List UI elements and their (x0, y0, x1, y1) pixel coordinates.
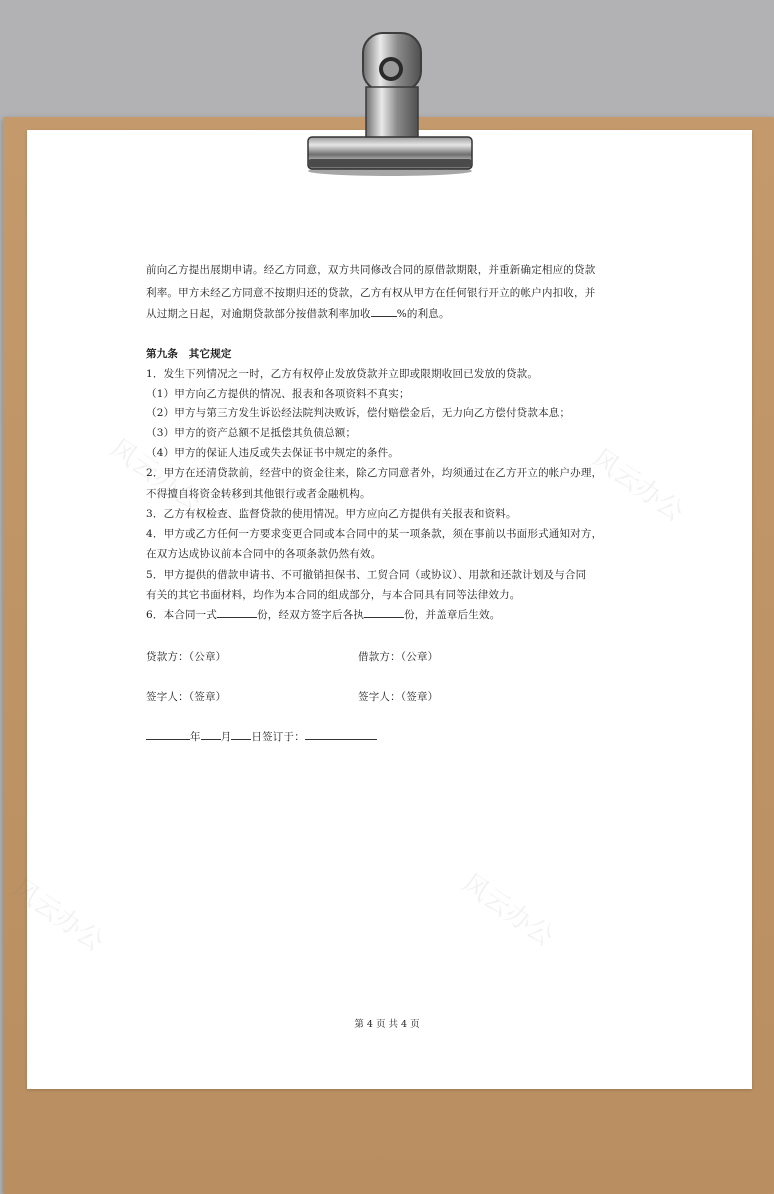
paragraph-line: 前向乙方提出展期申请。经乙方同意，双方共同修改合同的原借款期限，并重新确定相应的贷款 (146, 264, 596, 276)
blank-field (364, 607, 404, 618)
watermark: 风云办公 (6, 873, 109, 958)
clause-line: （1）甲方向乙方提供的情况、报表和各项资料不真实； (146, 388, 410, 400)
blank-field (305, 729, 377, 740)
clause-text: 份，经双方签字后各执 (257, 609, 365, 621)
binder-clip-icon (300, 25, 480, 177)
paragraph-line: 利率。甲方未经乙方同意不按期归还的贷款，乙方有权从甲方在任何银行开立的帐户内扣收，并 (146, 287, 596, 299)
clause-line: 在双方达成协议前本合同中的各项条款仍然有效。 (146, 548, 382, 560)
clause-line: 1．发生下列情况之一时，乙方有权停止发放贷款并立即或限期收回已发放的贷款。 (146, 368, 539, 380)
watermark: 风云办公 (104, 433, 207, 518)
signing-date-line (146, 729, 377, 744)
signer-label-left: 签字人：（签章） (146, 691, 227, 703)
paragraph-text: %的利息。 (396, 308, 450, 320)
clause-line: 2．甲方在还清贷款前，经营中的资金往来，除乙方同意者外，均须通过在乙方开立的帐户办理， (146, 467, 603, 479)
paragraph-text: 从过期之日起，对逾期贷款部分按借款利率加收 (146, 308, 371, 320)
blank-field (371, 306, 397, 317)
blank-field (146, 729, 190, 740)
clause-line: （3）甲方的资产总额不足抵偿其负债总额； (146, 427, 357, 439)
clause-text: 6．本合同一式 (146, 609, 218, 621)
clause-line: 3．乙方有权检查、监督贷款的使用情况。甲方应向乙方提供有关报表和资料。 (146, 508, 517, 520)
page-number-footer: 第 4 页 共 4 页 (354, 1019, 420, 1030)
clause-line: 4．甲方或乙方任何一方要求变更合同或本合同中的某一项条款，须在事前以书面形式通知对方， (146, 528, 603, 540)
clause-line: 5．甲方提供的借款申请书、不可撤销担保书、工贸合同（或协议）、用款和还款计划及与合同 (146, 569, 587, 581)
date-signed-label: 日签订于： (251, 731, 305, 743)
clause-text: 份，并盖章后生效。 (404, 609, 501, 621)
blank-field (201, 729, 221, 740)
section-title: 第九条 其它规定 (146, 348, 232, 360)
clause-line: （4）甲方的保证人违反或失去保证书中规定的条件。 (146, 447, 399, 459)
clause-line (146, 607, 500, 622)
date-year-label: 年 (190, 731, 201, 743)
blank-field (217, 607, 257, 618)
lender-seal-label: 贷款方：（公章） (146, 651, 227, 663)
watermark: 风云办公 (456, 868, 559, 953)
borrower-seal-label: 借款方：（公章） (358, 651, 439, 663)
clause-line: （2）甲方与第三方发生诉讼经法院判决败诉，偿付赔偿金后，无力向乙方偿付贷款本息； (146, 407, 571, 419)
clause-line: 不得擅自将资金转移到其他银行或者金融机构。 (146, 488, 371, 500)
blank-field (231, 729, 251, 740)
signer-label-right: 签字人：（签章） (358, 691, 439, 703)
paragraph-line (146, 306, 450, 321)
date-month-label: 月 (220, 731, 232, 743)
clause-line: 有关的其它书面材料，均作为本合同的组成部分，与本合同具有同等法律效力。 (146, 589, 521, 601)
watermark: 风云办公 (586, 443, 689, 528)
